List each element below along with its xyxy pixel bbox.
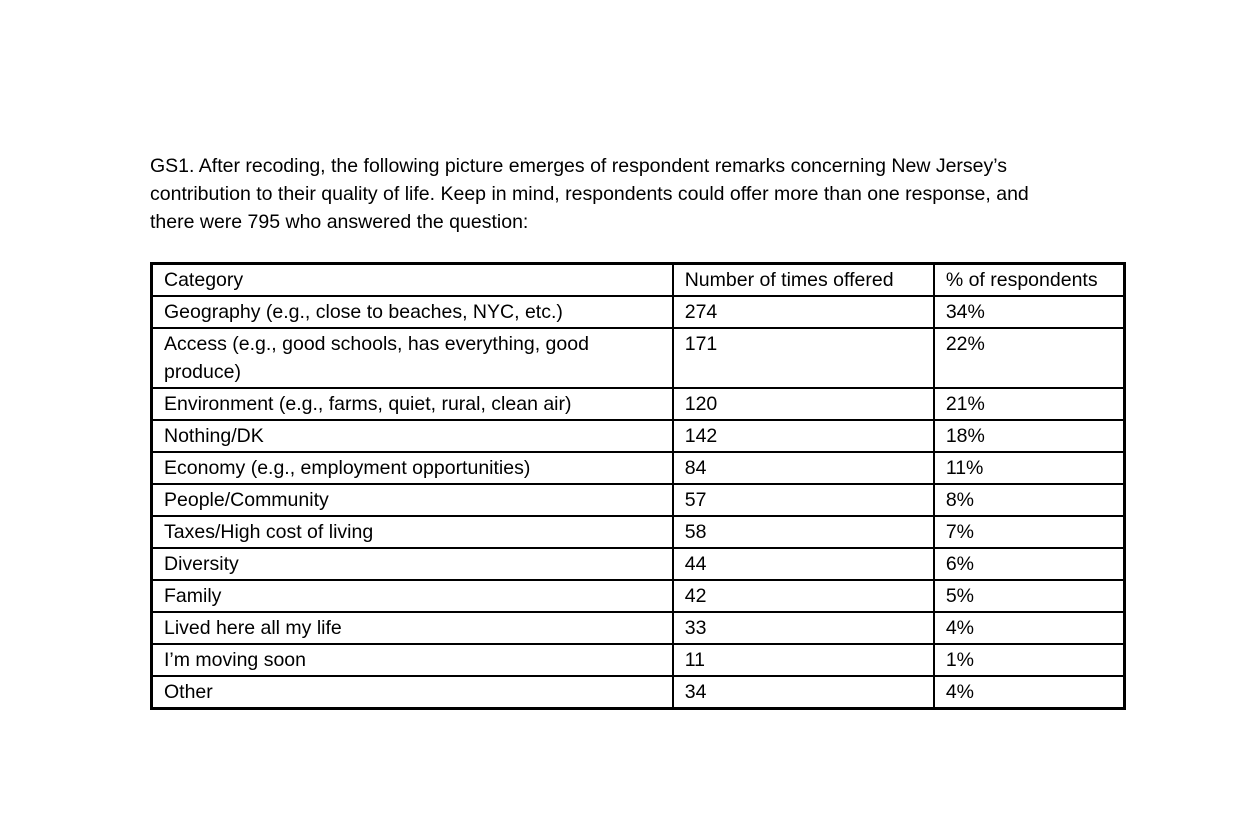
percent-cell: 7% xyxy=(934,516,1125,548)
percent-cell: 22% xyxy=(934,328,1125,388)
survey-results-table xyxy=(150,262,1126,710)
table-row xyxy=(152,516,1125,548)
percent-cell: 5% xyxy=(934,580,1125,612)
percent-cell: 8% xyxy=(934,484,1125,516)
count-cell: 274 xyxy=(673,296,934,328)
count-cell: 11 xyxy=(673,644,934,676)
percent-cell: 21% xyxy=(934,388,1125,420)
category-cell: I’m moving soon xyxy=(152,644,673,676)
table-row xyxy=(152,612,1125,644)
intro-line: there were 795 who answered the question: xyxy=(150,211,529,233)
count-cell: 57 xyxy=(673,484,934,516)
percent-cell: 6% xyxy=(934,548,1125,580)
category-cell: People/Community xyxy=(152,484,673,516)
count-cell: 120 xyxy=(673,388,934,420)
category-cell: Geography (e.g., close to beaches, NYC, etc.) xyxy=(152,296,673,328)
intro-paragraph xyxy=(150,152,1140,236)
count-cell: 34 xyxy=(673,676,934,709)
table-row xyxy=(152,548,1125,580)
percent-cell: 18% xyxy=(934,420,1125,452)
table-row xyxy=(152,388,1125,420)
category-cell: Lived here all my life xyxy=(152,612,673,644)
category-cell: Access (e.g., good schools, has everything, good produce) xyxy=(152,328,673,388)
intro-line: GS1. After recoding, the following picture emerges of respondent remarks concerning New Jersey’s xyxy=(150,155,1007,177)
category-cell: Economy (e.g., employment opportunities) xyxy=(152,452,673,484)
table-row xyxy=(152,452,1125,484)
category-cell: Other xyxy=(152,676,673,709)
table-header-row xyxy=(152,264,1125,297)
percent-cell: 34% xyxy=(934,296,1125,328)
intro-line: contribution to their quality of life. Keep in mind, respondents could offer more than one response, and xyxy=(150,183,1029,205)
table-row xyxy=(152,296,1125,328)
header-percent: % of respondents xyxy=(934,264,1125,297)
header-count: Number of times offered xyxy=(673,264,934,297)
table-row xyxy=(152,328,1125,388)
percent-cell: 4% xyxy=(934,676,1125,709)
count-cell: 84 xyxy=(673,452,934,484)
count-cell: 142 xyxy=(673,420,934,452)
header-category: Category xyxy=(152,264,673,297)
category-cell: Environment (e.g., farms, quiet, rural, clean air) xyxy=(152,388,673,420)
count-cell: 44 xyxy=(673,548,934,580)
table-row xyxy=(152,420,1125,452)
table-row xyxy=(152,676,1125,709)
percent-cell: 4% xyxy=(934,612,1125,644)
percent-cell: 11% xyxy=(934,452,1125,484)
category-cell: Family xyxy=(152,580,673,612)
table-row xyxy=(152,644,1125,676)
count-cell: 42 xyxy=(673,580,934,612)
category-cell: Nothing/DK xyxy=(152,420,673,452)
count-cell: 58 xyxy=(673,516,934,548)
category-cell: Diversity xyxy=(152,548,673,580)
percent-cell: 1% xyxy=(934,644,1125,676)
table-row xyxy=(152,580,1125,612)
category-cell: Taxes/High cost of living xyxy=(152,516,673,548)
count-cell: 171 xyxy=(673,328,934,388)
count-cell: 33 xyxy=(673,612,934,644)
table-row xyxy=(152,484,1125,516)
